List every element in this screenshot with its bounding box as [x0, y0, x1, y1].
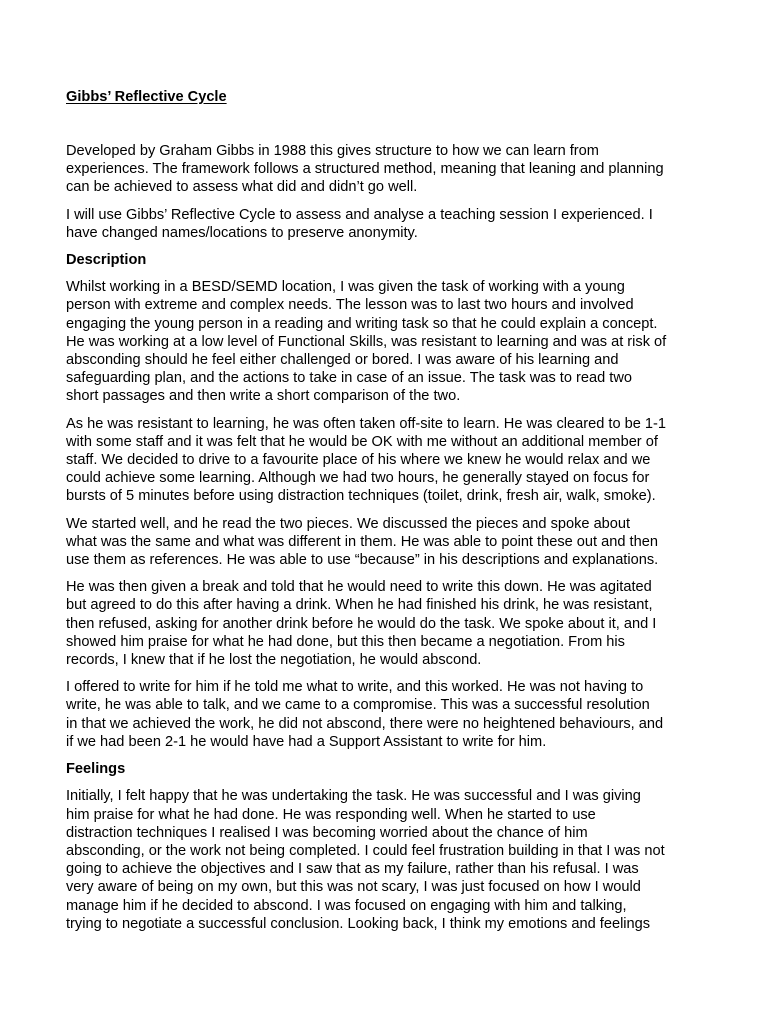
text-line: As he was resistant to learning, he was often taken off-site to learn. He was cleared to be 1-1 — [66, 415, 667, 432]
text-line: what was the same and what was different in them. He was able to point these out and then — [66, 533, 658, 550]
text-line: trying to negotiate a successful conclusion. Looking back, I think my emotions and feelings — [66, 915, 651, 932]
text-line: if we had been 2-1 he would have had a Support Assistant to write for him. — [66, 733, 547, 750]
text-line: staff. We decided to drive to a favourite place of his where we knew he would relax and we — [66, 452, 651, 469]
text-line: He was then given a break and told that he would need to write this down. He was agitated — [66, 579, 652, 596]
text-line: Developed by Graham Gibbs in 1988 this gives structure to how we can learn from — [66, 143, 599, 159]
text-line: We started well, and he read the two pieces. We discussed the pieces and spoke about — [66, 515, 631, 532]
description-paragraph — [66, 678, 716, 751]
text-line: with some staff and it was felt that he would be OK with me without an additional member of — [66, 433, 658, 450]
text-line: have changed names/locations to preserve anonymity. — [66, 224, 418, 241]
feelings-heading: Feelings — [66, 761, 126, 778]
description-heading: Description — [66, 252, 147, 269]
text-line: very aware of being on my own, but this was not scary, I was just focused on how I would — [66, 879, 641, 896]
text-line: then refused, asking for another drink before he would do the task. We spoke about it, and I — [66, 615, 657, 632]
text-line: manage him if he decided to abscond. I was focused on engaging with him and talking, — [66, 897, 627, 914]
purpose-paragraph — [66, 206, 716, 242]
text-line: short passages and then write a short comparison of the two. — [66, 388, 461, 405]
text-line: records, I knew that if he lost the negotiation, he would abscond. — [66, 652, 482, 669]
text-line: in that we achieved the work, he did not abscond, there were no heightened behaviours, and — [66, 715, 664, 732]
text-line: could achieve some learning. Although we had two hours, he generally stayed on focus for — [66, 470, 650, 487]
description-paragraph — [66, 515, 716, 570]
text-line: distraction techniques I realised I was becoming worried about the chance of him — [66, 824, 588, 841]
text-line: absconding should he feel either challenged or bored. I was aware of his learning and — [66, 352, 619, 369]
text-line: experiences. The framework follows a structured method, meaning that leaning and planning — [66, 161, 664, 178]
description-paragraph — [66, 578, 716, 669]
text-line: use them as references. He was able to use “because” in his descriptions and explanations. — [66, 552, 659, 569]
intro-paragraph — [66, 142, 716, 197]
text-line: safeguarding plan, and the actions to take in case of an issue. The task was to read two — [66, 370, 632, 387]
text-line: write, he was able to talk, and we came to a compromise. This was a successful resolution — [66, 697, 650, 714]
text-line: him praise for what he had done. He was responding well. When he started to use — [66, 806, 596, 823]
text-line: I will use Gibbs’ Reflective Cycle to assess and analyse a teaching session I experienced. I — [66, 206, 653, 223]
document-title: Gibbs’ Reflective Cycle — [66, 89, 227, 105]
text-line: going to achieve the objectives and I saw that as my failure, rather than his refusal. I was — [66, 861, 639, 878]
text-line: He was working at a low level of Functional Skills, was resistant to learning and was at risk of — [66, 333, 667, 350]
text-line: I offered to write for him if he told me what to write, and this worked. He was not having to — [66, 679, 644, 696]
document-body — [66, 142, 716, 942]
text-line: Whilst working in a BESD/SEMD location, I was given the task of working with a young — [66, 279, 625, 296]
text-line: but agreed to do this after having a drink. When he had finished his drink, he was resistant, — [66, 597, 653, 614]
description-paragraph — [66, 278, 716, 405]
text-line: absconding, or the work not being completed. I could feel frustration building in that I was not — [66, 842, 665, 859]
description-paragraph — [66, 415, 716, 506]
text-line: showed him praise for what he had done, but this then became a negotiation. From his — [66, 633, 625, 650]
text-line: person with extreme and complex needs. The lesson was to last two hours and involved — [66, 297, 634, 314]
feelings-paragraph — [66, 787, 716, 933]
text-line: can be achieved to assess what did and didn’t go well. — [66, 179, 418, 196]
text-line: Initially, I felt happy that he was undertaking the task. He was successful and I was giving — [66, 788, 641, 805]
text-line: engaging the young person in a reading and writing task so that he could explain a concept. — [66, 315, 658, 332]
text-line: bursts of 5 minutes before using distraction techniques (toilet, drink, fresh air, walk, smoke). — [66, 488, 656, 505]
